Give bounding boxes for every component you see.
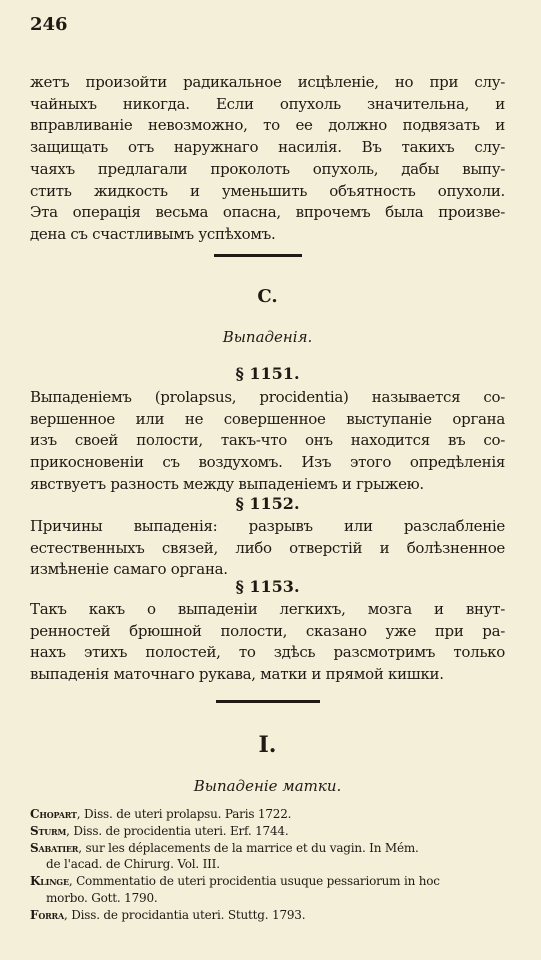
- text-line: ренностей брюшной полости, сказано уже при ра-: [30, 621, 505, 640]
- reference-author: Klinge: [30, 874, 69, 889]
- text-line: изъ своей полости, такъ-что онъ находится въ со-: [30, 431, 505, 450]
- text-line: нахъ этихъ полостей, то здѣсь разсмотримъ только: [30, 643, 505, 662]
- section-1151-number: § 1151.: [235, 364, 300, 383]
- text-line: Выпаденіемъ (prolapsus, procidentia) называется со-: [30, 388, 505, 406]
- text-line: Такъ какъ о выпаденіи легкихъ, мозга и внут-: [30, 600, 505, 618]
- reference-text: , Diss. de uteri prolapsu. Paris 1722.: [76, 807, 292, 821]
- section-c-heading: C.: [257, 286, 278, 307]
- reference-text: , Commentatio de uteri procidentia usuque pessariorum in hoc: [68, 874, 440, 889]
- text-line: жетъ произойти радикальное исцѣленіе, но при слу-: [30, 73, 505, 91]
- reference-text: de l'acad. de Chirurg. Vol. III.: [46, 857, 220, 872]
- section-1152-number: § 1152.: [235, 494, 300, 513]
- text-line: выпаденія маточнаго рукава, матки и прямой кишки.: [30, 665, 444, 684]
- intro-paragraph: [30, 72, 505, 246]
- reference-text: , Diss. de procidantia uteri. Stuttg. 1793.: [64, 907, 306, 922]
- reference-author: Sturm: [30, 823, 67, 838]
- reference-entry: [30, 907, 505, 924]
- reference-text: morbo. Gott. 1790.: [46, 890, 158, 905]
- reference-entry: [30, 873, 505, 890]
- text-line: чайныхъ никогда. Если опухоль значительна, и: [30, 94, 505, 113]
- page-number: 246: [30, 14, 68, 35]
- reference-entry: [30, 823, 505, 840]
- section-i-heading: I.: [258, 732, 277, 758]
- reference-author: Forra: [30, 907, 64, 922]
- text-line: измѣненіе самаго органа.: [30, 560, 228, 579]
- text-line: естественныхъ связей, либо отверстій и болѣзненное: [30, 538, 505, 557]
- section-1153-paragraph: [30, 599, 505, 686]
- section-1151-paragraph: [30, 387, 505, 496]
- section-i-title: Выпаденіе матки.: [193, 777, 342, 795]
- section-divider: [216, 700, 320, 703]
- text-line: вправливаніе невозможно, то ее должно подвязать и: [30, 116, 505, 135]
- reference-text: , sur les déplacements de la marrice et du vagin. In Mém.: [78, 840, 419, 855]
- text-line: Причины выпаденія: разрывъ или разслабленіе: [30, 517, 505, 535]
- reference-author: Chopart: [30, 807, 77, 821]
- reference-author: Sabatier: [30, 840, 79, 855]
- text-line: явствуетъ разность между выпаденіемъ и грыжею.: [30, 474, 424, 493]
- reference-entry: [30, 806, 505, 823]
- section-1153-number: § 1153.: [235, 577, 300, 596]
- text-line: чаяхъ предлагали проколоть опухоль, дабы выпу-: [30, 159, 505, 178]
- text-line: защищать отъ наружнаго насилія. Въ такихъ слу-: [30, 138, 505, 157]
- references-list: [30, 806, 505, 924]
- reference-entry: [30, 840, 505, 857]
- text-line: вершенное или не совершенное выступаніе органа: [30, 409, 505, 428]
- text-line: прикосновеніи съ воздухомъ. Изъ этого опредѣленія: [30, 453, 505, 472]
- section-divider: [214, 254, 302, 257]
- text-line: дена съ счастливымъ успѣхомъ.: [30, 224, 276, 243]
- section-1152-paragraph: [30, 516, 505, 581]
- reference-continuation: [30, 890, 505, 907]
- reference-continuation: [30, 856, 505, 873]
- text-line: стить жидкость и уменьшить объятность опухоли.: [30, 181, 505, 200]
- reference-text: , Diss. de procidentia uteri. Erf. 1744.: [66, 823, 289, 838]
- section-c-title: Выпаденія.: [222, 328, 313, 346]
- text-line: Эта операція весьма опасна, впрочемъ была произве-: [30, 203, 505, 222]
